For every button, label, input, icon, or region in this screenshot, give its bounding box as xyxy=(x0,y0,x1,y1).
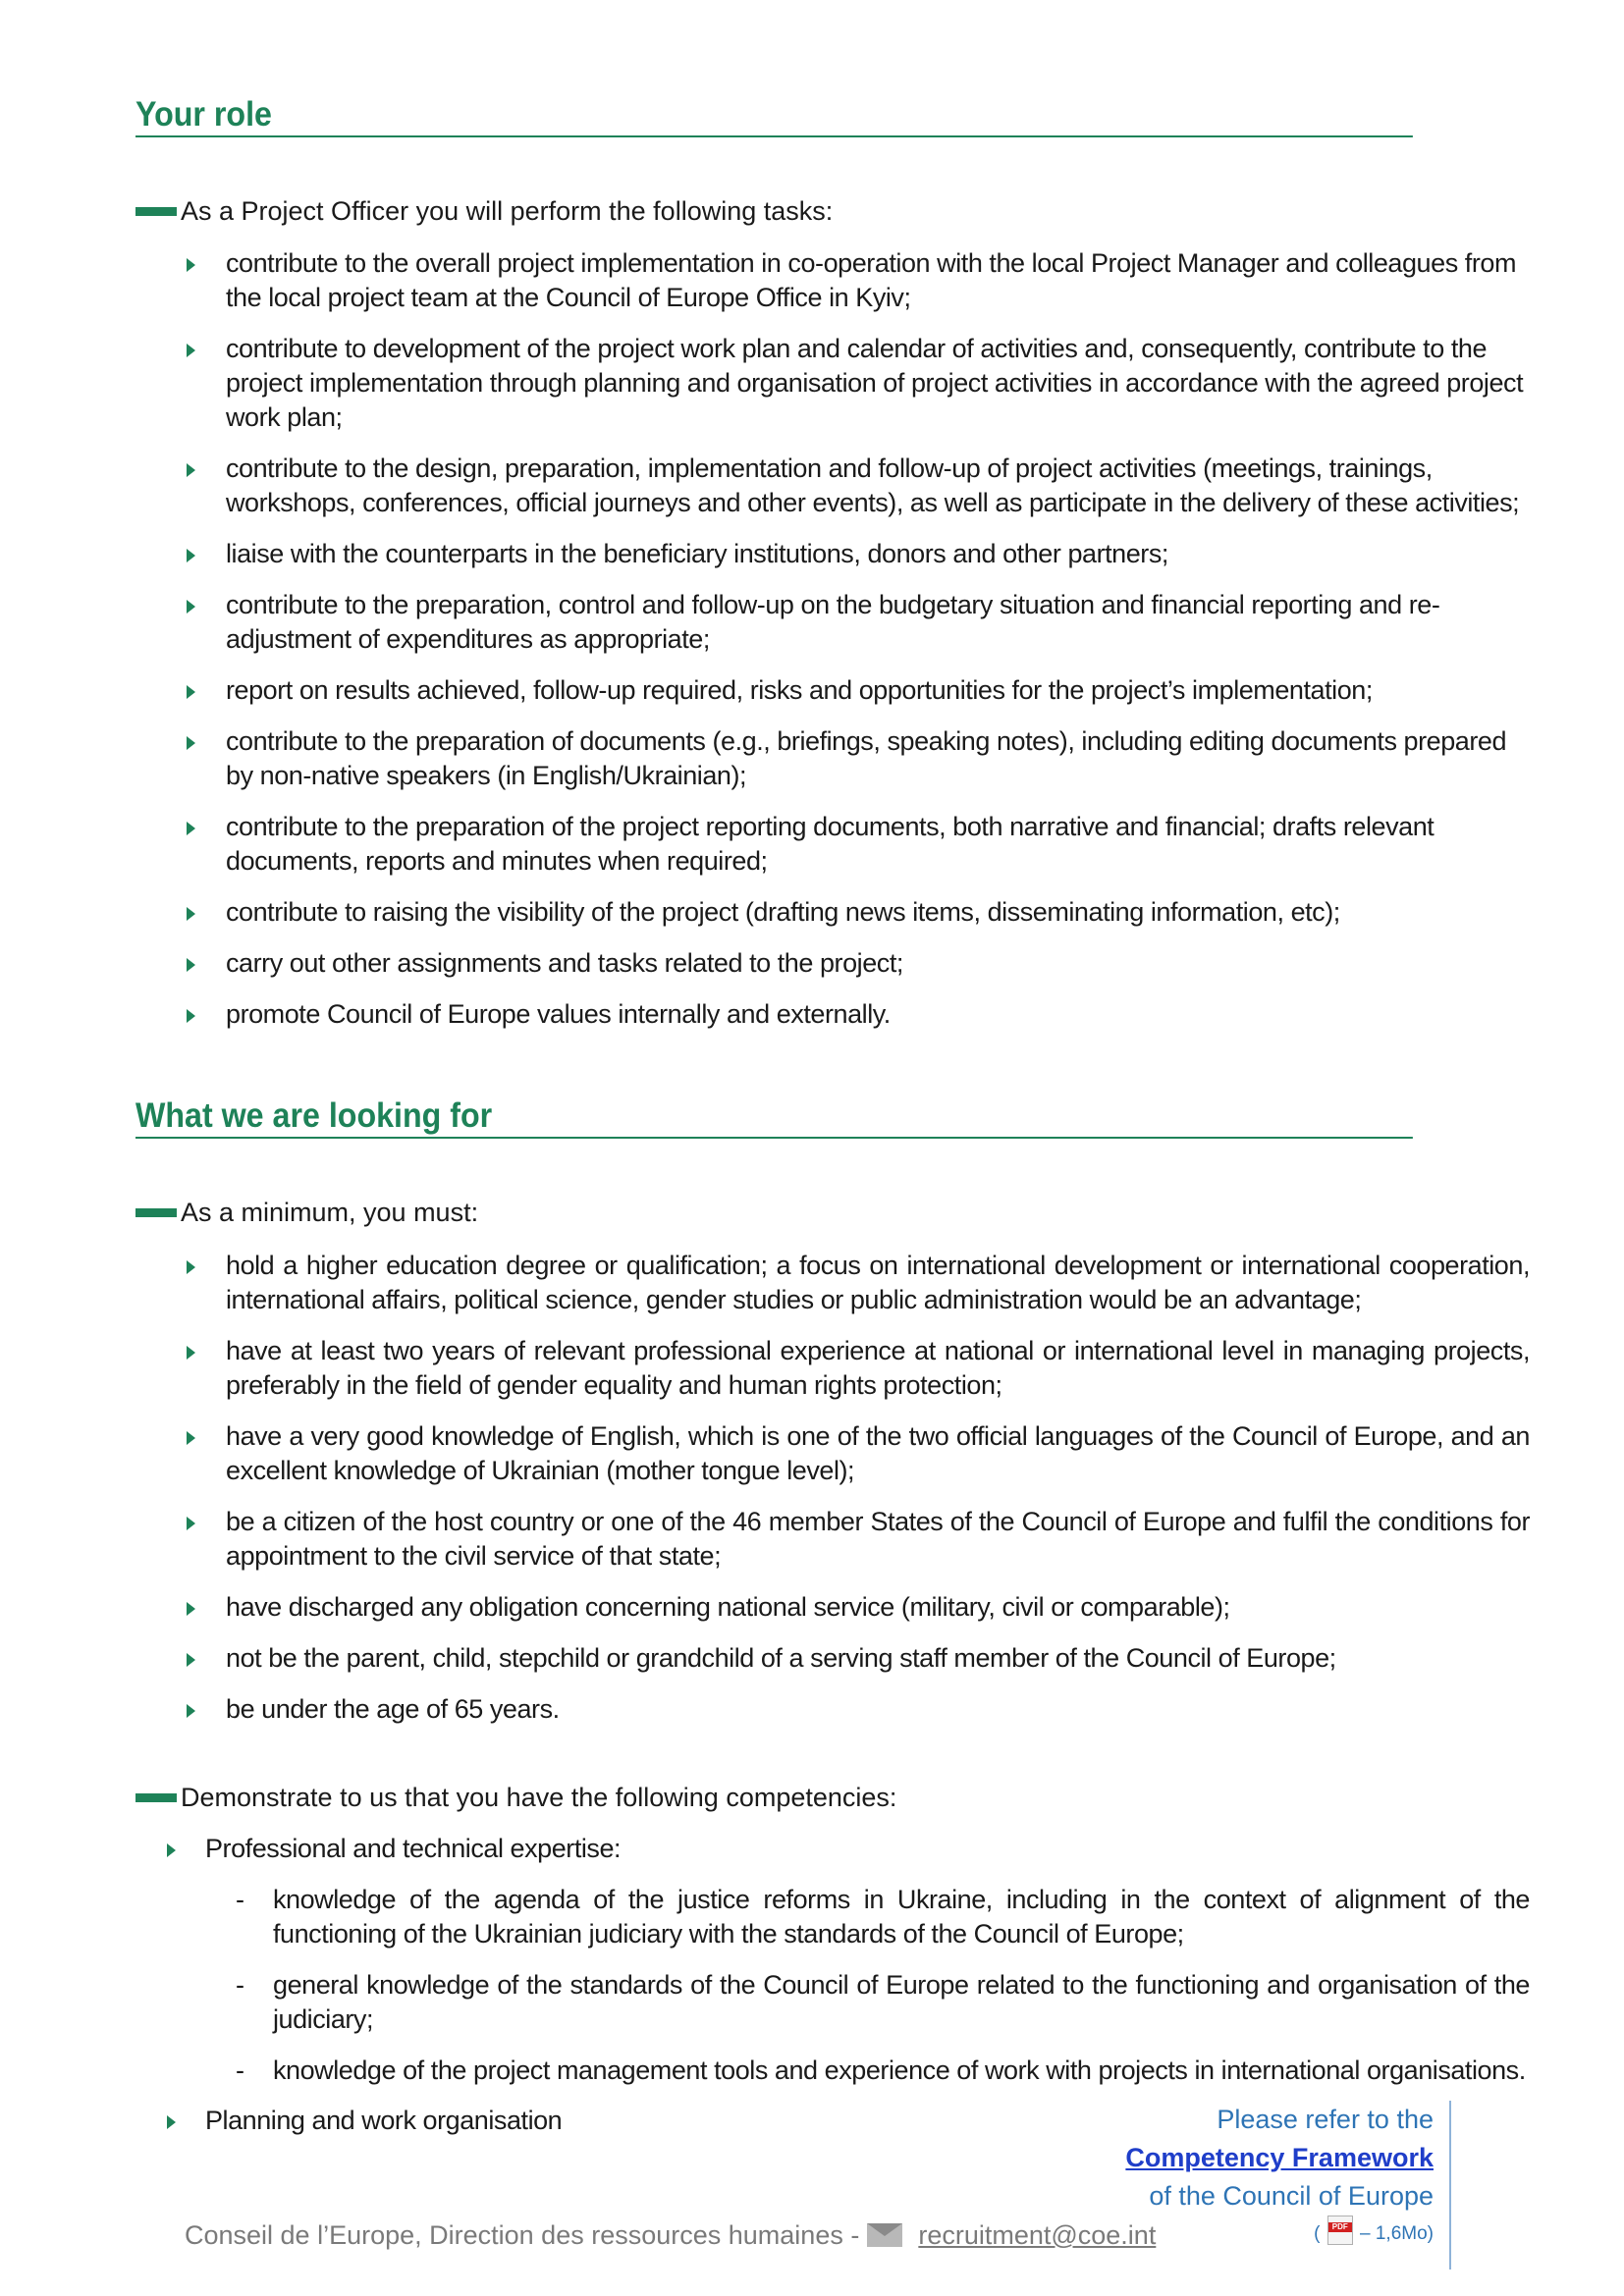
green-bar-icon xyxy=(135,1793,177,1802)
triangle-right-icon xyxy=(187,1602,195,1616)
dash-marker: - xyxy=(236,1885,244,1914)
triangle-right-icon xyxy=(187,1653,195,1667)
task-item xyxy=(183,895,1530,930)
triangle-right-icon xyxy=(187,1704,195,1718)
requirement-item xyxy=(183,1692,1530,1727)
professional-item xyxy=(232,1968,1530,2037)
page-footer xyxy=(185,2218,1156,2252)
competency-planning xyxy=(163,2104,562,2138)
task-item-text: contribute to development of the project work plan and calendar of activities and, consequently, contribute to the project implementation through planning and organisation of project activities in accordance with the agreed project work plan; xyxy=(226,334,1524,432)
task-item xyxy=(183,537,1530,571)
requirement-item-text: be under the age of 65 years. xyxy=(226,1694,560,1724)
task-item xyxy=(183,588,1530,657)
pdf-icon[interactable] xyxy=(1327,2216,1353,2245)
triangle-right-icon xyxy=(187,736,195,750)
your-role-lead xyxy=(135,194,833,228)
footer-text: Conseil de l’Europe, Direction des ressources humaines - xyxy=(185,2220,860,2250)
competency-professional-title: Professional and technical expertise: xyxy=(205,1834,622,1863)
requirements-list xyxy=(183,1249,1530,1743)
requirement-item xyxy=(183,1249,1530,1317)
competencies-lead-text: Demonstrate to us that you have the following competencies: xyxy=(181,1783,897,1812)
triangle-right-icon xyxy=(187,958,195,972)
task-item-text: contribute to the preparation of the project reporting documents, both narrative and financial; drafts relevant documents, reports and minutes when required; xyxy=(226,812,1435,876)
professional-item xyxy=(232,2054,1530,2088)
professional-item-text: knowledge of the project management tools and experience of work with projects in international organisations. xyxy=(273,2056,1526,2085)
requirement-item-text: have a very good knowledge of English, which is one of the two official languages of the Council of Europe, and an excellent knowledge of Ukrainian (mother tongue level); xyxy=(226,1421,1530,1485)
task-item xyxy=(183,724,1530,793)
task-item-text: report on results achieved, follow-up required, risks and opportunities for the project’s implementation; xyxy=(226,675,1373,705)
section-title-looking-for: What we are looking for xyxy=(135,1095,1413,1139)
triangle-right-icon xyxy=(187,1517,195,1530)
triangle-right-icon xyxy=(187,1009,195,1023)
task-item-text: contribute to raising the visibility of the project (drafting news items, disseminating information, etc); xyxy=(226,897,1340,927)
green-bar-icon xyxy=(135,207,177,216)
triangle-right-icon xyxy=(187,1346,195,1360)
requirement-item xyxy=(183,1334,1530,1403)
looking-for-lead-text: As a minimum, you must: xyxy=(181,1198,479,1227)
reference-line-3: of the Council of Europe xyxy=(1149,2181,1434,2211)
triangle-right-icon xyxy=(167,1843,176,1857)
tasks-list xyxy=(183,246,1530,1048)
dash-marker: - xyxy=(236,1970,244,2000)
triangle-right-icon xyxy=(187,1431,195,1445)
competencies-lead xyxy=(135,1781,896,1814)
triangle-right-icon xyxy=(187,907,195,921)
triangle-right-icon xyxy=(187,258,195,272)
requirement-item-text: hold a higher education degree or qualification; a focus on international development or international cooperation, international affairs, political science, gender studies or public administration would be an advantage; xyxy=(226,1251,1530,1314)
requirement-item xyxy=(183,1590,1530,1625)
triangle-right-icon xyxy=(187,344,195,357)
competency-planning-title: Planning and work organisation xyxy=(205,2106,563,2135)
section-title-your-role: Your role xyxy=(135,94,1413,137)
professional-item-text: general knowledge of the standards of the Council of Europe related to the functioning and organisation of the judiciary; xyxy=(273,1970,1530,2034)
requirement-item xyxy=(183,1419,1530,1488)
footer-email-link[interactable]: recruitment@coe.int xyxy=(918,2220,1157,2250)
task-item-text: contribute to the preparation, control and follow-up on the budgetary situation and financial reporting and re-adjustment of expenditures as appropriate; xyxy=(226,590,1440,654)
triangle-right-icon xyxy=(187,600,195,614)
task-item xyxy=(183,810,1530,879)
green-bar-icon xyxy=(135,1208,177,1217)
triangle-right-icon xyxy=(187,1260,195,1274)
task-item-text: contribute to the design, preparation, implementation and follow-up of project activities (meetings, trainings, workshops, conferences, official journeys and other events), as well as participate in the delivery of these activities; xyxy=(226,454,1520,517)
requirement-item-text: not be the parent, child, stepchild or grandchild of a serving staff member of the Council of Europe; xyxy=(226,1643,1336,1673)
task-item-text: promote Council of Europe values internally and externally. xyxy=(226,999,891,1029)
professional-item xyxy=(232,1883,1530,1951)
requirement-item xyxy=(183,1641,1530,1676)
task-item xyxy=(183,452,1530,520)
competency-professional xyxy=(163,1832,621,1866)
triangle-right-icon xyxy=(187,822,195,835)
reference-file-size: – 1,6Mo) xyxy=(1360,2223,1434,2244)
task-item xyxy=(183,332,1530,435)
envelope-icon xyxy=(867,2223,902,2247)
task-item xyxy=(183,673,1530,708)
reference-line-1: Please refer to the xyxy=(1217,2105,1434,2134)
requirement-item-text: be a citizen of the host country or one of the 46 member States of the Council of Europe and fulfil the conditions for appointment to the civil service of that state; xyxy=(226,1507,1530,1571)
dash-marker: - xyxy=(236,2056,244,2085)
professional-expertise-list xyxy=(232,1883,1530,2105)
competency-framework-link[interactable]: Competency Framework xyxy=(1125,2143,1434,2172)
triangle-right-icon xyxy=(187,685,195,699)
task-item-text: contribute to the preparation of documents (e.g., briefings, speaking notes), including editing documents prepared by non-native speakers (in English/Ukrainian); xyxy=(226,726,1507,790)
task-item xyxy=(183,946,1530,981)
professional-item-text: knowledge of the agenda of the justice reforms in Ukraine, including in the context of alignment of the functioning of the Ukrainian judiciary with the standards of the Council of Europe; xyxy=(273,1885,1530,1949)
requirement-item xyxy=(183,1505,1530,1574)
task-item-text: liaise with the counterparts in the beneficiary institutions, donors and other partners; xyxy=(226,539,1168,568)
requirement-item-text: have at least two years of relevant professional experience at national or international level in managing projects, preferably in the field of gender equality and human rights protection; xyxy=(226,1336,1530,1400)
task-item-text: carry out other assignments and tasks related to the project; xyxy=(226,948,903,978)
task-item xyxy=(183,246,1530,315)
task-item-text: contribute to the overall project implementation in co-operation with the local Project Manager and colleagues from the local project team at the Council of Europe Office in Kyiv; xyxy=(226,248,1516,312)
reference-open-paren: ( xyxy=(1314,2223,1321,2244)
triangle-right-icon xyxy=(187,463,195,477)
requirement-item-text: have discharged any obligation concerning national service (military, civil or comparable); xyxy=(226,1592,1230,1622)
triangle-right-icon xyxy=(187,549,195,562)
pdf-icon-label: PDF xyxy=(1328,2222,1352,2232)
triangle-right-icon xyxy=(167,2115,176,2129)
your-role-lead-text: As a Project Officer you will perform the following tasks: xyxy=(181,196,834,226)
looking-for-lead xyxy=(135,1196,478,1229)
task-item xyxy=(183,997,1530,1032)
